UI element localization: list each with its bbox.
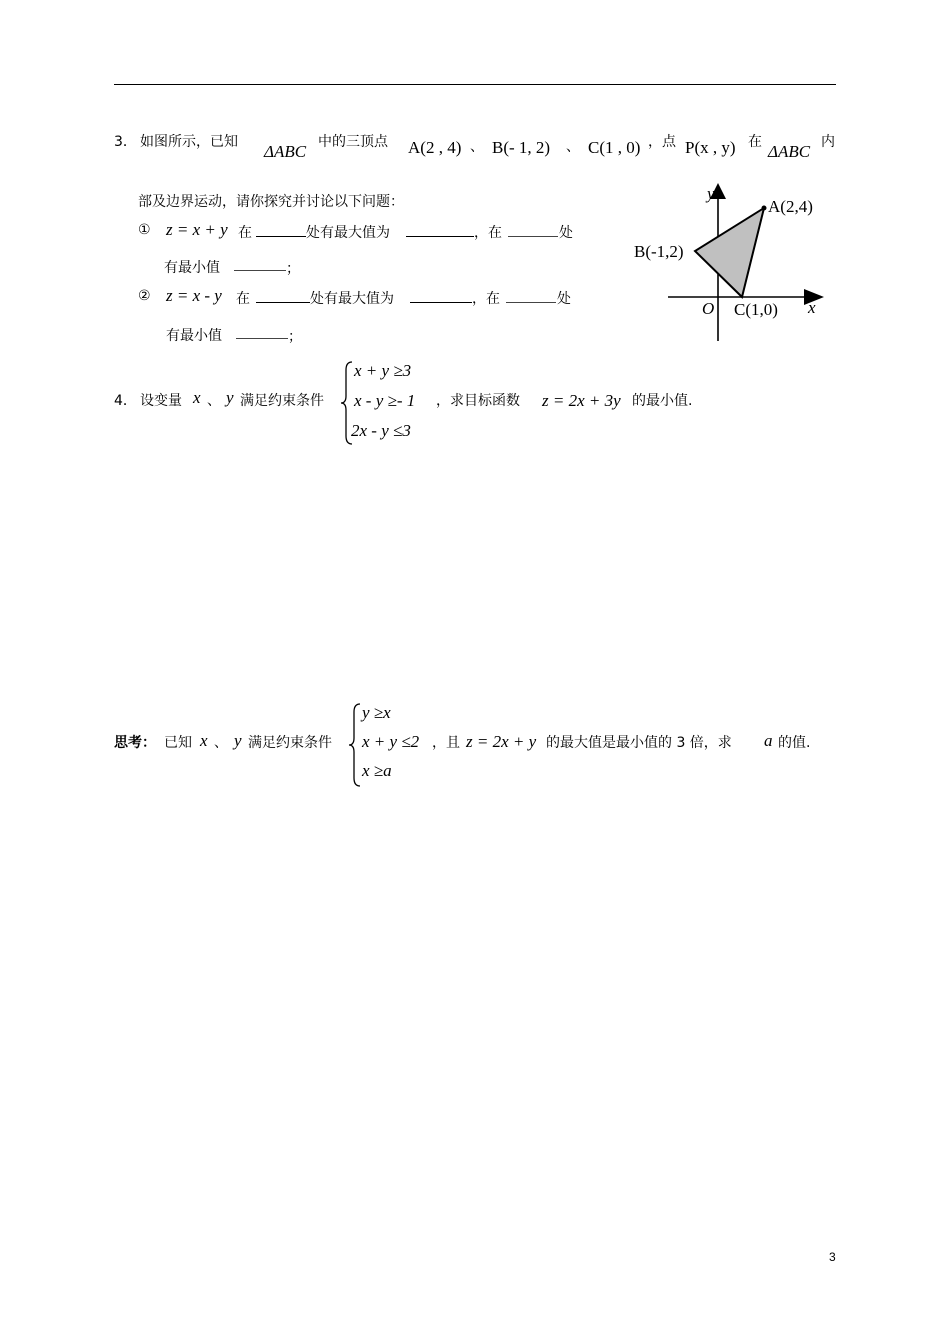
q1-at: 在 (238, 225, 252, 241)
q2-expression: z = x - y (166, 286, 222, 305)
origin-label: O (702, 299, 715, 318)
problem4-constraint-2: x - y ≥- 1 (354, 391, 416, 410)
problem4-sep: 、 (207, 393, 221, 409)
vertex-a-label: A(2,4) (768, 197, 813, 216)
think-text1: 已知 (164, 735, 192, 751)
separator-2: 、 (566, 139, 580, 155)
q2-comma-at: ，在 (472, 291, 500, 307)
problem4-number: 4． (114, 393, 137, 409)
problem4-text4: 的最小值. (632, 393, 693, 409)
point-a: A(2 , 4) (408, 138, 462, 157)
q2-min-location-blank (506, 288, 556, 303)
think-text3: ，且 (432, 735, 460, 751)
think-sep: 、 (214, 735, 228, 751)
q2-max-blank (410, 288, 472, 303)
problem3-mid-text: 中的三顶点 (318, 134, 388, 150)
q2-max-text: 处有最大值为 (310, 291, 394, 307)
triangle-figure (620, 175, 850, 350)
problem4-text3: ，求目标函数 (436, 393, 520, 409)
y-axis-label: y (707, 184, 715, 203)
think-label: 思考： (114, 735, 156, 751)
problem4-text1: 设变量 (140, 393, 182, 409)
x-axis-label: x (808, 298, 816, 317)
point-p: P(x , y) (685, 138, 736, 157)
q1-location-blank (256, 222, 306, 237)
q1-min-blank (234, 256, 286, 271)
triangle-abc-region (695, 208, 764, 297)
q1-max-blank (406, 222, 474, 237)
problem3-number: 3． (114, 134, 137, 150)
problem4-var-x: x (193, 388, 201, 407)
q1-end: ； (286, 261, 300, 277)
problem4-constraint-3: 2x - y ≤3 (351, 421, 411, 440)
think-constraint-2: x + y ≤2 (362, 732, 420, 751)
think-constraint-3: x ≥a (362, 761, 392, 780)
problem4-constraint-1: x + y ≥3 (354, 361, 412, 380)
q1-max-text: 处有最大值为 (306, 225, 390, 241)
think-objective: z = 2x + y (466, 732, 537, 751)
vertex-c-label: C(1,0) (734, 300, 778, 319)
problem4-var-y: y (226, 388, 234, 407)
problem3-inner-text: 内 (821, 134, 835, 150)
q2-location-blank (256, 288, 310, 303)
problem3-intro: 如图所示，已知 (140, 134, 238, 150)
q1-min-location-blank (508, 222, 558, 237)
point-c: C(1 , 0) (588, 138, 641, 157)
think-text2: 满足约束条件 (248, 735, 332, 751)
q2-min-text: 有最小值 (166, 328, 222, 344)
q2-end: ； (288, 329, 302, 345)
think-var-x: x (200, 731, 208, 750)
problem3-in-text: 在 (748, 134, 762, 150)
q2-number: ② (138, 288, 151, 304)
problem4-objective: z = 2x + 3y (542, 391, 621, 410)
q2-place-text: 处 (557, 291, 571, 307)
think-brace (348, 702, 362, 788)
think-var-a: a (764, 731, 773, 750)
q1-min-text: 有最小值 (164, 260, 220, 276)
header-rule (114, 84, 836, 85)
problem4-text2: 满足约束条件 (240, 393, 324, 409)
vertex-b-label: B(-1,2) (634, 242, 684, 261)
think-text5: 的值. (778, 735, 811, 751)
triangle-abc-1: ΔABC (264, 142, 307, 161)
think-text4: 的最大值是最小值的 3 倍，求 (546, 735, 732, 751)
problem3-point-text: ，点 (648, 134, 676, 150)
vertex-a-dot (762, 206, 767, 211)
point-b: B(- 1, 2) (492, 138, 551, 157)
think-constraint-1: y ≥x (362, 703, 391, 722)
q1-comma-at: ，在 (474, 225, 502, 241)
q2-min-blank (236, 324, 288, 339)
separator-1: 、 (470, 139, 484, 155)
q1-place-text: 处 (559, 225, 573, 241)
triangle-abc-2: ΔABC (768, 142, 811, 161)
q2-at: 在 (236, 291, 250, 307)
q1-expression: z = x + y (166, 220, 228, 239)
think-var-y: y (234, 731, 242, 750)
problem3-line2: 部及边界运动，请你探究并讨论以下问题： (138, 194, 404, 210)
q1-number: ① (138, 222, 151, 238)
page-number: 3 (829, 1250, 836, 1264)
